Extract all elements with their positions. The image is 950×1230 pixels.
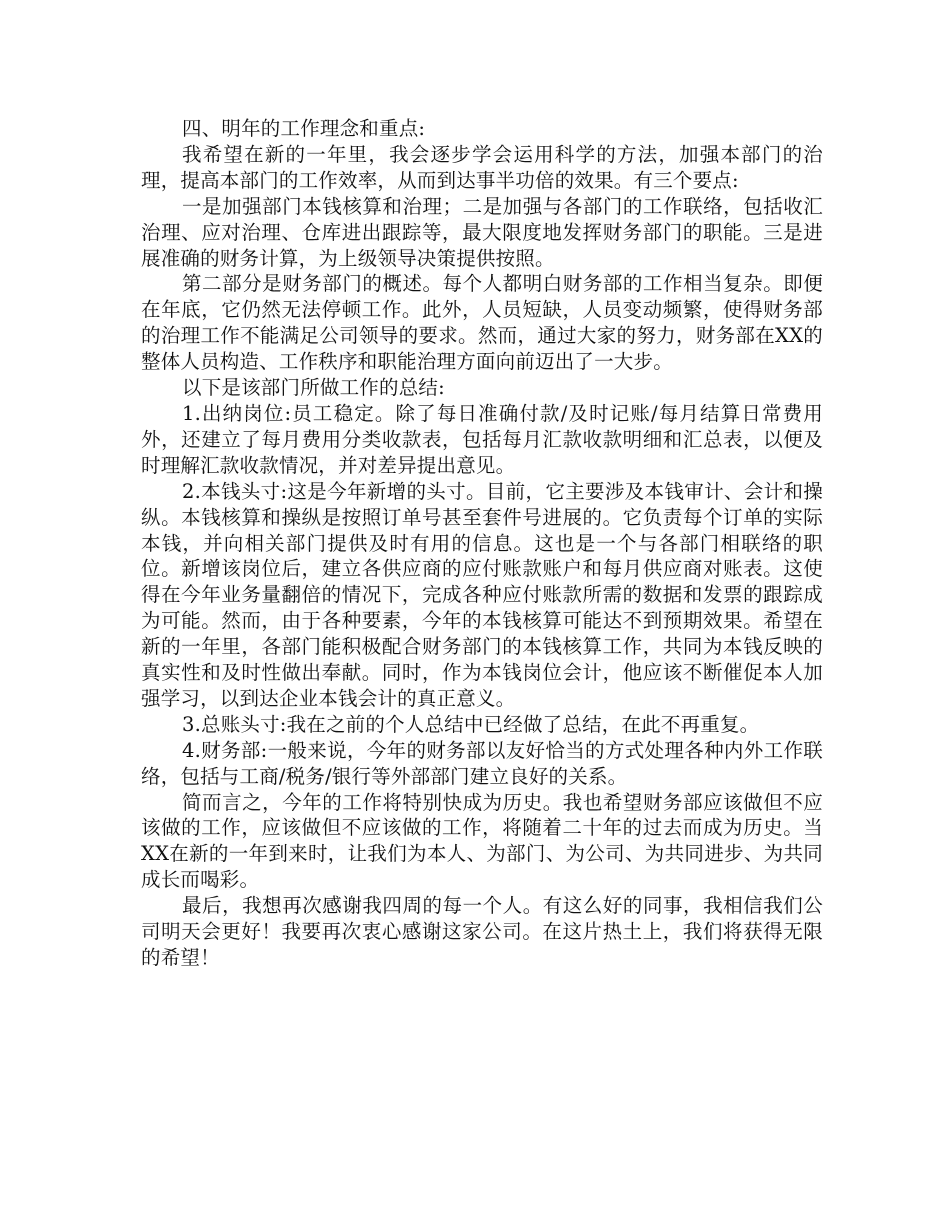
section-heading: 四、明年的工作理念和重点: — [182, 117, 426, 140]
paragraph-item-2: 2.本钱头寸:这是今年新增的头寸。目前，它主要涉及本钱审计、会计和操纵。本钱核算和操纵是按照订单号甚至套件号进展的。它负责每个订单的实际本钱，并向相关部门提供及时有用的信息。这也是一个与各部门相联络的职位。新增该岗位后，建立各供应商的应付账款账户和每月供应商对账表。这使得在今年业务量翻倍的情况下，完成各种应付账款所需的数据和发票的跟踪成为可能。然而，由于各种要素，今年的本钱核算可能达不到预期效果。希望在新的一年里，各部门能积极配合财务部门的本钱核算工作，共同为本钱反映的真实性和及时性做出奉献。同时，作为本钱岗位会计，他应该不断催促本人加强学习，以到达企业本钱会计的真正意义。 — [141, 479, 823, 710]
paragraph-item-1: 1.出纳岗位:员工稳定。除了每日准确付款/及时记账/每月结算日常费用外，还建立了每月费用分类收款表，包括每月汇款收款明细和汇总表，以便及时理解汇款收款情况，并对差异提出意见。 — [141, 401, 823, 477]
paragraph-summary-lead: 以下是该部门所做工作的总结: — [182, 376, 445, 400]
paragraph-overview: 第二部分是财务部门的概述。每个人都明白财务部的工作相当复杂。即便在年底，它仍然无法停顿工作。此外，人员短缺，人员变动频繁，使得财务部的治理工作不能满足公司领导的要求。然而，通过大家的努力，财务部在XX的整体人员构造、工作秩序和职能治理方面向前迈出了一大步。 — [141, 272, 823, 374]
paragraph-item-3: 3.总账头寸:我在之前的个人总结中已经做了总结，在此不再重复。 — [182, 712, 760, 736]
document-body — [141, 116, 823, 971]
paragraph-item-4: 4.财务部:一般来说，今年的财务部以友好恰当的方式处理各种内外工作联络，包括与工商/税务/银行等外部部门建立良好的关系。 — [141, 738, 823, 788]
paragraph-conclusion: 简而言之，今年的工作将特别快成为历史。我也希望财务部应该做但不应该做的工作，应该做但不应该做的工作，将随着二十年的过去而成为历史。当XX在新的一年到来时，让我们为本人、为部门、为公司、为共同进步、为共同成长而喝彩。 — [141, 790, 823, 892]
paragraph-intro: 我希望在新的一年里，我会逐步学会运用科学的方法，加强本部门的治理，提高本部门的工作效率，从而到达事半功倍的效果。有三个要点: — [141, 142, 823, 192]
paragraph-key-points: 一是加强部门本钱核算和治理；二是加强与各部门的工作联络，包括收汇治理、应对治理、仓库进出跟踪等，最大限度地发挥财务部门的职能。三是进展准确的财务计算，为上级领导决策提供按照。 — [141, 194, 823, 270]
paragraph-closing: 最后，我想再次感谢我四周的每一个人。有这么好的同事，我相信我们公司明天会更好！我要再次衷心感谢这家公司。在这片热土上，我们将获得无限的希望！ — [141, 894, 823, 969]
